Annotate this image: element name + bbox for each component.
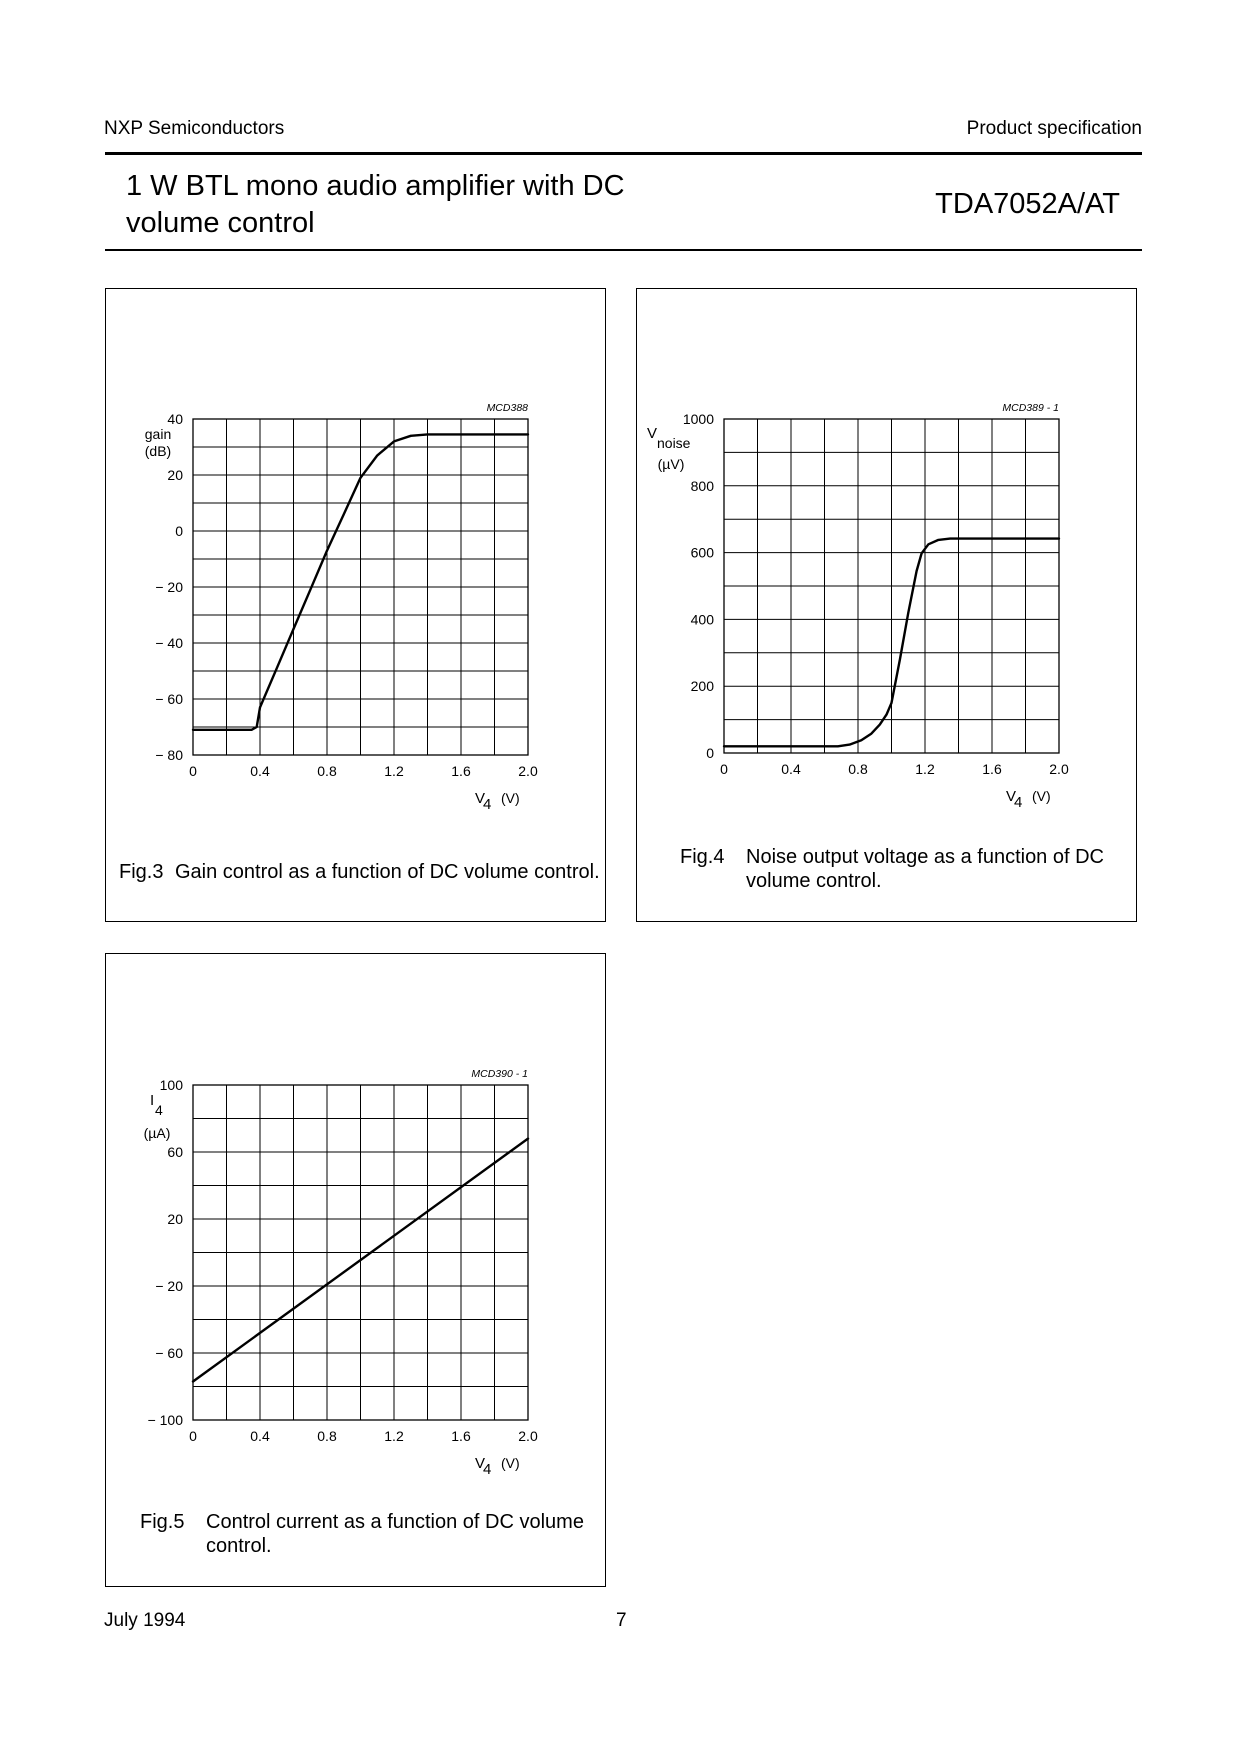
x-tick-label: 1.6: [451, 1428, 471, 1444]
company-name: NXP Semiconductors: [104, 118, 285, 139]
figure-5-caption-line2: control.: [206, 1535, 272, 1557]
x-tick-label: 0: [189, 1428, 197, 1444]
x-tick-label: 0.4: [250, 1428, 270, 1444]
document-type: Product specification: [966, 118, 1142, 139]
figure-3-caption-text: Gain control as a function of DC volume control.: [175, 861, 600, 883]
x-axis-unit: (V): [1032, 788, 1051, 804]
x-tick-label: 0.8: [848, 761, 868, 777]
y-axis-label-subscript: noise: [657, 435, 691, 451]
y-tick-label: 1000: [682, 411, 714, 427]
figure-3-number: Fig.3: [119, 861, 164, 883]
y-tick-label: 0: [175, 523, 183, 539]
y-tick-label: 0: [706, 745, 714, 761]
x-axis-label: V: [1006, 788, 1017, 805]
y-tick-label: 800: [690, 477, 714, 494]
x-axis-label-subscript: 4: [1014, 794, 1023, 811]
y-axis-unit: (µA): [143, 1125, 171, 1141]
figure-5-caption-line1: Control current as a function of DC volume: [206, 1511, 584, 1533]
header-rule-bottom: [105, 249, 1142, 251]
gain-chart: [106, 289, 607, 923]
y-tick-label: 400: [690, 611, 714, 628]
figure-4-frame: [636, 288, 1137, 922]
y-axis-label: gain: [144, 426, 172, 442]
x-axis-label: V: [475, 1455, 486, 1472]
x-tick-label: 0.8: [317, 763, 337, 779]
x-axis-label-subscript: 4: [483, 1461, 492, 1478]
figure-4-caption-line2: volume control.: [746, 870, 882, 892]
y-tick-label: 600: [690, 544, 714, 561]
figure-3-frame: [105, 288, 606, 922]
y-tick-label: 40: [167, 411, 183, 427]
grid: [193, 1085, 528, 1420]
y-tick-label: − 60: [155, 691, 183, 707]
x-axis-label: V: [475, 790, 486, 807]
control-current-chart: [106, 954, 607, 1588]
x-tick-label: 1.6: [982, 761, 1002, 777]
page-number: 7: [616, 1610, 627, 1631]
grid: [193, 419, 528, 755]
y-axis-label-subscript: 4: [155, 1102, 163, 1118]
y-tick-label: − 20: [155, 1278, 183, 1294]
y-axis-unit: (dB): [144, 443, 172, 459]
document-title-line2: volume control: [126, 207, 315, 239]
figure-4-number: Fig.4: [680, 846, 725, 868]
y-tick-label: 20: [167, 1211, 183, 1227]
y-tick-label: 60: [167, 1144, 183, 1160]
y-tick-label: − 20: [155, 579, 183, 595]
x-axis-unit: (V): [501, 790, 520, 806]
x-tick-label: 2.0: [518, 763, 538, 779]
x-tick-label: 0.4: [250, 763, 270, 779]
x-axis-unit: (V): [501, 1455, 520, 1471]
y-tick-label: 20: [167, 467, 183, 483]
figure-5-frame: [105, 953, 606, 1587]
x-tick-label: 0.4: [781, 761, 801, 777]
x-tick-label: 0: [720, 761, 728, 777]
x-tick-label: 2.0: [518, 1428, 538, 1444]
x-tick-label: 0.8: [317, 1428, 337, 1444]
x-axis-label-subscript: 4: [483, 796, 492, 813]
figure-code: MCD389 - 1: [1002, 402, 1059, 414]
x-tick-label: 0: [189, 763, 197, 779]
figure-code: MCD388: [486, 402, 528, 414]
x-tick-label: 2.0: [1049, 761, 1069, 777]
y-axis-label: I: [150, 1092, 155, 1109]
figure-4-caption-line1: Noise output voltage as a function of DC: [746, 846, 1104, 868]
footer-date: July 1994: [104, 1610, 186, 1631]
header-rule-top: [105, 152, 1142, 155]
figure-5-number: Fig.5: [140, 1511, 185, 1533]
y-tick-label: − 80: [155, 747, 183, 763]
y-tick-label: − 60: [155, 1345, 183, 1361]
y-axis-unit: (µV): [657, 456, 685, 472]
x-tick-label: 1.6: [451, 763, 471, 779]
y-axis-label: V: [647, 425, 658, 442]
y-tick-label: 100: [159, 1077, 183, 1093]
x-tick-label: 1.2: [915, 761, 935, 777]
figure-code: MCD390 - 1: [471, 1068, 528, 1080]
noise-chart: [637, 289, 1138, 923]
x-tick-label: 1.2: [384, 1428, 404, 1444]
x-tick-label: 1.2: [384, 763, 404, 779]
y-tick-label: − 100: [147, 1412, 183, 1428]
part-number: TDA7052A/AT: [935, 188, 1120, 220]
y-tick-label: 200: [690, 678, 714, 695]
y-tick-label: − 40: [155, 635, 183, 651]
document-title-line1: 1 W BTL mono audio amplifier with DC: [126, 170, 625, 202]
